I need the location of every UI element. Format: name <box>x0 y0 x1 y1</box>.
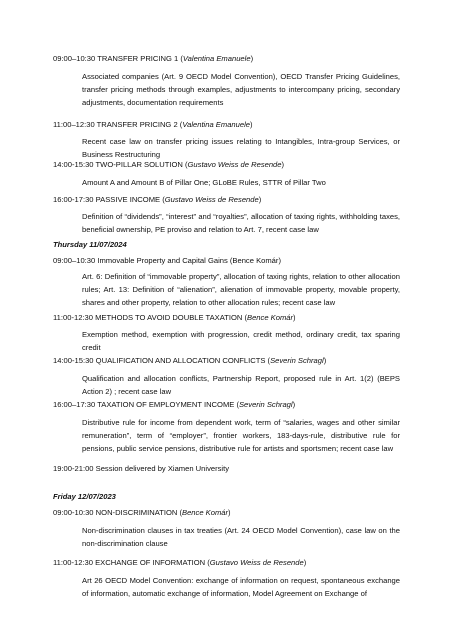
session-speaker: Valentina Emanuele <box>182 120 250 129</box>
session-speaker: Bence Komár <box>232 256 279 265</box>
session-time: 16:00-17:30 <box>53 195 94 204</box>
session-time: 09:00–10:30 <box>53 54 96 63</box>
session-time: 11:00-12:30 <box>53 313 93 322</box>
session-heading: 09:00-10:30 NON-DISCRIMINATION (Bence Komár) <box>53 508 231 517</box>
session-time: 11:00-12:30 <box>53 558 93 567</box>
session-speaker: Bence Komár <box>247 313 294 322</box>
session-title: TRANSFER PRICING 2 <box>96 120 178 129</box>
session-time: 09:00-10:30 <box>53 508 94 517</box>
session-time: 14:00-15:30 <box>53 356 94 365</box>
day-heading: Friday 12/07/2023 <box>53 492 116 501</box>
evening-session: 19:00-21:00 Session delivered by Xiamen University <box>53 464 230 473</box>
session-speaker: Gustavo Weiss de Resende <box>187 160 282 169</box>
session-description: Qualification and allocation conflicts, Partnership Report, proposed rule in Art. 1(2) (BEPS Action 2) ; recent case law <box>82 374 400 396</box>
session-description: Non-discrimination clauses in tax treaties (Art. 24 OECD Model Convention), case law on the non-discrimination clause <box>82 526 400 548</box>
session-time: 09:00–10:30 <box>53 256 96 265</box>
session-description: Art 26 OECD Model Convention: exchange of information on request, spontaneous exchange of information, automatic exchange of information, Model Agreement on Exchange of <box>82 576 400 598</box>
session-speaker: Valentina Emanuele <box>182 54 251 63</box>
session-time: 14:00-15:30 <box>53 160 94 169</box>
session-description: Distributive rule for income from dependent work, term of “salaries, wages and other similar remuneration”, term of “employer”, frontier workers, 183-days-rule, distributive rule for pensions, public service pensions, distributive rule for artists and sportsmen; recent case law <box>82 418 400 453</box>
session-heading: 11:00-12:30 METHODS TO AVOID DOUBLE TAXATION (Bence Komár) <box>53 313 296 322</box>
day-heading: Thursday 11/07/2024 <box>53 240 127 249</box>
session-heading: 16:00-17:30 PASSIVE INCOME (Gustavo Weiss de Resende) <box>53 195 262 204</box>
session-description: Art. 6: Definition of “immovable property”, allocation of taxing rights, relation to other allocation rules; Art. 13: Definition of “alienation”, alienation of immovable property, movable property, shares and other property, relation to other allocation rules; recent case law <box>82 272 400 307</box>
session-title: PASSIVE INCOME <box>95 195 161 204</box>
session-heading: 11:00–12:30 TRANSFER PRICING 2 (Valentina Emanuele) <box>53 120 253 129</box>
session-title: QUALIFICATION AND ALLOCATION CONFLICTS <box>95 356 266 365</box>
session-speaker: Bence Komár <box>182 508 229 517</box>
session-description: Definition of “dividends”, “interest” and “royalties”, allocation of taxing rights, withholding taxes, beneficial ownership, PE proviso and relation to Art. 7, recent case law <box>82 212 400 234</box>
session-speaker: Gustavo Weiss de Resende <box>209 558 304 567</box>
session-title: TAXATION OF EMPLOYMENT INCOME <box>97 400 235 409</box>
session-speaker: Gustavo Weiss de Resende <box>164 195 259 204</box>
session-heading: 09:00–10:30 TRANSFER PRICING 1 (Valentina Emanuele) <box>53 54 254 63</box>
session-description: Recent case law on transfer pricing issues relating to Intangibles, Intra-group Services, or Business Restructuring <box>82 137 400 159</box>
session-title: TWO-PILLAR SOLUTION <box>95 160 183 169</box>
session-speaker: Severin Schragl <box>270 356 324 365</box>
session-heading: 09:00–10:30 Immovable Property and Capital Gains (Bence Komár) <box>53 256 281 265</box>
session-time: 11:00–12:30 <box>53 120 95 129</box>
session-heading: 16:00–17:30 TAXATION OF EMPLOYMENT INCOME (Severin Schragl) <box>53 400 296 409</box>
session-time: 16:00–17:30 <box>53 400 96 409</box>
session-heading: 11:00-12:30 EXCHANGE OF INFORMATION (Gustavo Weiss de Resende) <box>53 558 307 567</box>
session-heading: 14:00-15:30 QUALIFICATION AND ALLOCATION CONFLICTS (Severin Schragl) <box>53 356 327 365</box>
session-title: Immovable Property and Capital Gains <box>97 256 228 265</box>
session-title: EXCHANGE OF INFORMATION <box>95 558 206 567</box>
session-title: METHODS TO AVOID DOUBLE TAXATION <box>95 313 243 322</box>
session-description: Associated companies (Art. 9 OECD Model Convention), OECD Transfer Pricing Guidelines, transfer pricing methods through examples, adjustments to intercompany pricing, secondary adjustments, documentation requirements <box>82 72 400 107</box>
session-title: TRANSFER PRICING 1 <box>97 54 179 63</box>
session-speaker: Severin Schragl <box>238 400 293 409</box>
session-description: Amount A and Amount B of Pillar One; GLoBE Rules, STTR of Pillar Two <box>82 178 326 187</box>
session-title: NON-DISCRIMINATION <box>95 508 178 517</box>
session-description: Exemption method, exemption with progression, credit method, ordinary credit, tax sparing credit <box>82 330 400 352</box>
session-heading: 14:00-15:30 TWO-PILLAR SOLUTION (Gustavo Weiss de Resende) <box>53 160 285 169</box>
